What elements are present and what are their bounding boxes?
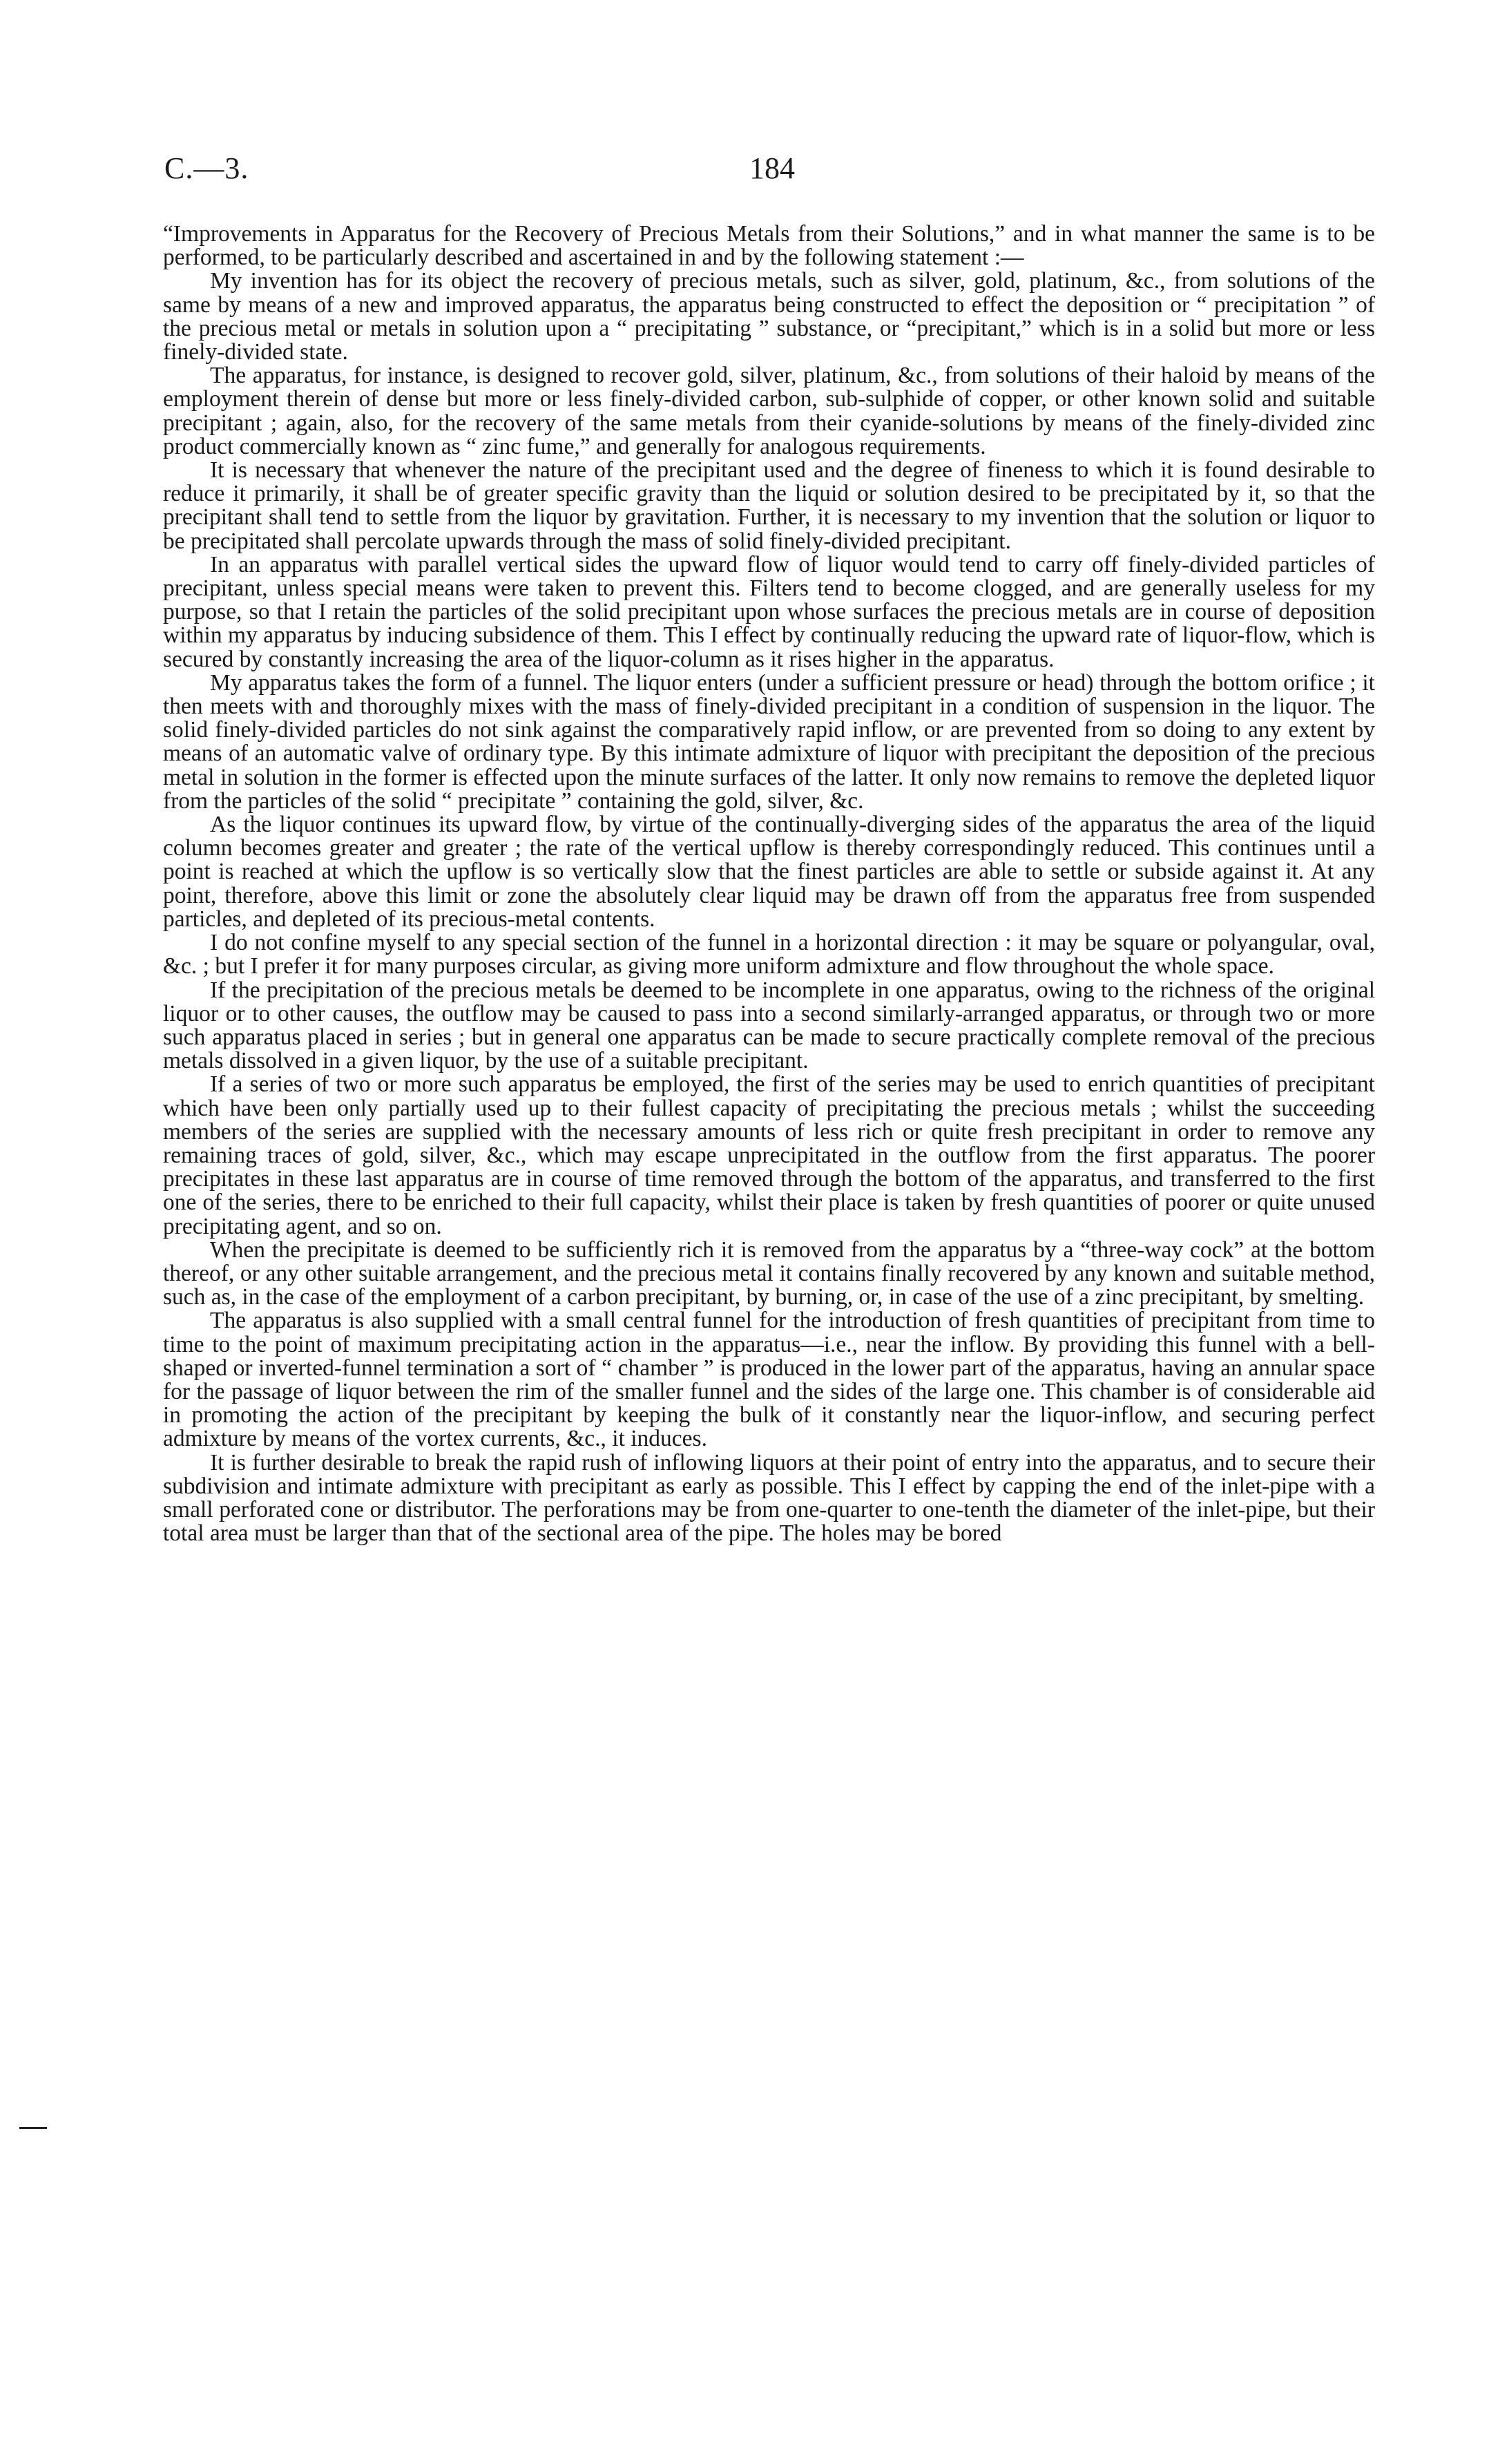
paragraph: If the precipitation of the precious metals be deemed to be incomplete in one apparatus, owing to the richness of the original liquor or to other causes, the outflow may be caused to pass into a second similarly-arranged apparatus, or through two or more such apparatus placed in series ; but in general one apparatus can be made to secure practically complete removal of the precious metals dissolved in a given liquor, by the use of a suitable precipitant. — [163, 977, 1375, 1074]
paragraph: The apparatus is also supplied with a small central funnel for the introduction of fresh quantities of precipitant from time to time to the point of maximum precipitating action in the apparatus—i.e., near the inflow. By providing this funnel with a bell-shaped or inverted-funnel termination a sort of “ chamber ” is produced in the lower part of the apparatus, having an annular space for the passage of liquor between the rim of the smaller funnel and the sides of the large one. This chamber is of considerable aid in promoting the action of the precipitant by keeping the bulk of it constantly near the liquor-inflow, and securing perfect admixture by means of the vortex currents, &c., it induces. — [163, 1308, 1375, 1452]
paragraph: When the precipitate is deemed to be sufficiently rich it is removed from the apparatus by a “three-way cock” at the bottom thereof, or any other suitable arrangement, and the precious metal it contains finally recovered by any known and suitable method, such as, in the case of the employment of a carbon precipitant, by burning, or, in case of the use of a zinc precipitant, by smelting. — [163, 1236, 1375, 1310]
paragraph: As the liquor continues its upward flow, by virtue of the continually-diverging sides of the apparatus the area of the liquid column becomes greater and greater ; the rate of the vertical upflow is thereby correspondingly reduced. This continues until a point is reached at which the upflow is so vertically slow that the finest particles are able to settle or subside against it. At any point, therefore, above this limit or zone the absolutely clear liquid may be drawn off from the apparatus free from suspended particles, and depleted of its precious-metal contents. — [163, 812, 1375, 932]
paragraph: I do not confine myself to any special section of the funnel in a horizontal direction : it may be square or polyangular, oval, &c. ; but I prefer it for many purposes circular, as giving more uniform admixture and flow throughout the whole space. — [163, 930, 1375, 980]
paragraph: It is necessary that whenever the nature of the precipitant used and the degree of fineness to which it is found desirable to reduce it primarily, it shall be of greater specific gravity than the liquid or solution desired to be precipitated by it, so that the precipitant shall tend to settle from the liquor by gravitation. Further, it is necessary to my invention that the solution or liquor to be precipitated shall percolate upwards through the mass of solid finely-divided precipitant. — [163, 457, 1375, 554]
series-code: C.—3. — [164, 151, 249, 185]
paragraph: It is further desirable to break the rapid rush of inflowing liquors at their point of entry into the apparatus, and to secure their subdivision and intimate admixture with precipitant as early as possible. This I effect by capping the end of the inlet-pipe with a small perforated cone or distributor. The perforations may be from one-quarter to one-tenth the diameter of the inlet-pipe, but their total area must be larger than that of the sectional area of the pipe. The holes may be bored — [163, 1449, 1375, 1547]
paragraph: My apparatus takes the form of a funnel. The liquor enters (under a sufficient pressure or head) through the bottom orifice ; it then meets with and thoroughly mixes with the mass of finely-divided precipitant in a condition of suspension in the liquor. The solid finely-divided particles do not sink against the comparatively rapid inflow, or are prevented from so doing to any extent by means of an automatic valve of ordinary type. By this intimate admixture of liquor with precipitant the deposition of the precious metal in solution in the former is effected upon the minute surfaces of the latter. It only now remains to remove the depleted liquor from the particles of the solid “ precipitate ” containing the gold, silver, &c. — [163, 669, 1375, 814]
running-head — [164, 151, 1373, 192]
paragraph: “Improvements in Apparatus for the Recovery of Precious Metals from their Solutions,” and in what manner the same is to be performed, to be particularly described and ascertained in and by the following statement :— — [163, 221, 1375, 271]
margin-dash-mark — [19, 2127, 47, 2129]
paragraph: My invention has for its object the recovery of precious metals, such as silver, gold, platinum, &c., from solutions of the same by means of a new and improved apparatus, the apparatus being constructed to effect the deposition or “ precipitation ” of the precious metal or metals in solution upon a “ precipitating ” substance, or “precipitant,” which is in a solid but more or less finely-divided state. — [163, 268, 1375, 365]
body-text — [163, 222, 1375, 1545]
paragraph: If a series of two or more such apparatus be employed, the first of the series may be used to enrich quantities of precipitant which have been only partially used up to their fullest capacity of precipitating the precious metals ; whilst the succeeding members of the series are supplied with the necessary amounts of less rich or quite fresh precipitant in order to remove any remaining traces of gold, silver, &c., which may escape unprecipitated in the outflow from the first apparatus. The poorer precipitates in these last apparatus are in course of time removed through the bottom of the apparatus, and transferred to the first one of the series, there to be enriched to their full capacity, whilst their place is taken by fresh quantities of poorer or quite unused precipitating agent, and so on. — [163, 1071, 1375, 1239]
paragraph: The apparatus, for instance, is designed to recover gold, silver, platinum, &c., from solutions of their haloid by means of the employment therein of dense but more or less finely-divided carbon, sub-sulphide of copper, or other known solid and suitable precipitant ; again, also, for the recovery of the same metals from their cyanide-solutions by means of the finely-divided zinc product commercially known as “ zinc fume,” and generally for analogous requirements. — [163, 363, 1375, 459]
page-number: 184 — [749, 151, 795, 185]
paragraph: In an apparatus with parallel vertical sides the upward flow of liquor would tend to carry off finely-divided particles of precipitant, unless special means were taken to prevent this. Filters tend to become clogged, and are generally useless for my purpose, so that I retain the particles of the solid precipitant upon whose surfaces the precious metals are in course of deposition within my apparatus by inducing subsidence of them. This I effect by continually reducing the upward rate of liquor-flow, which is secured by constantly increasing the area of the liquor-column as it rises higher in the apparatus. — [163, 551, 1375, 672]
